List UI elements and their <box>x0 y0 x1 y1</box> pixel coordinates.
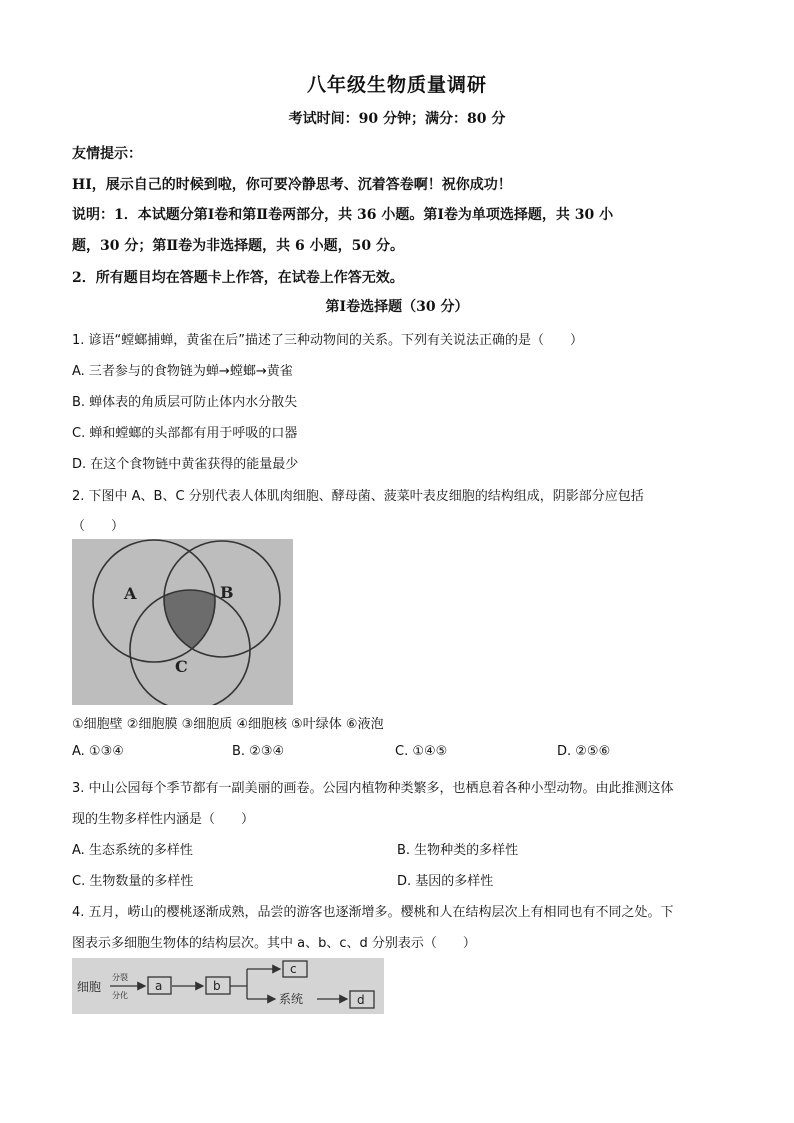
page-title: 八年级生物质量调研 <box>306 74 487 96</box>
q3-option-a: A. 生态系统的多样性 <box>72 843 193 858</box>
q1-option-d: D. 在这个食物链中黄雀获得的能量最少 <box>72 457 299 472</box>
venn-label-b: B <box>220 583 234 602</box>
diagram-division-label: 分裂 <box>112 973 128 982</box>
q2-option-c: C. ①④⑤ <box>395 744 448 759</box>
venn-diagram-figure <box>72 539 293 705</box>
q1-option-c: C. 蝉和螳螂的头部都有用于呼吸的口器 <box>72 426 298 441</box>
q3-option-d: D. 基因的多样性 <box>397 874 494 889</box>
q4-stem-cont: 图表示多细胞生物体的结构层次。其中 a、b、c、d 分别表示（ ） <box>72 936 476 951</box>
exam-info: 考试时间：90 分钟；满分：80 分 <box>288 111 506 127</box>
diagram-differentiation-label: 分化 <box>112 991 128 1000</box>
diagram-system-label: 系统 <box>279 992 304 1006</box>
venn-label-a: A <box>124 584 137 603</box>
q4-stem: 4. 五月，崂山的樱桃逐渐成熟，品尝的游客也逐渐增多。樱桃和人在结构层次上有相同也有不同之处。下 <box>72 905 674 920</box>
q2-items: ①细胞壁 ②细胞膜 ③细胞质 ④细胞核 ⑤叶绿体 ⑥液泡 <box>72 717 384 732</box>
q1-option-a: A. 三者参与的食物链为蝉→螳螂→黄雀 <box>72 364 293 379</box>
diagram-box-b-label: b <box>213 979 221 993</box>
q2-option-b: B. ②③④ <box>232 744 285 759</box>
diagram-box-d-label: d <box>357 993 365 1007</box>
venn-label-c: C <box>175 657 188 676</box>
diagram-box-a-label: a <box>155 979 163 993</box>
q2-option-a: A. ①③④ <box>72 744 124 759</box>
q3-option-c: C. 生物数量的多样性 <box>72 874 194 889</box>
q1-option-b: B. 蝉体表的角质层可防止体内水分散失 <box>72 395 298 410</box>
q2-option-d: D. ②⑤⑥ <box>557 744 611 759</box>
diagram-cell-label: 细胞 <box>77 980 102 994</box>
explain-line-3: 2．所有题目均在答题卡上作答，在试卷上作答无效。 <box>72 270 404 286</box>
section-title: 第Ⅰ卷选择题（30 分） <box>325 299 469 315</box>
venn-diagram <box>72 539 293 705</box>
explain-line-2: 题，30 分；第Ⅱ卷为非选择题，共 6 小题，50 分。 <box>72 238 404 254</box>
structure-levels-figure <box>72 958 384 1014</box>
explain-line-1: 说明：1．本试题分第Ⅰ卷和第Ⅱ卷两部分，共 36 小题。第Ⅰ卷为单项选择题，共 30 小 <box>72 207 614 223</box>
q2-stem-paren: （ ） <box>72 519 125 534</box>
q1-stem: 1. 谚语“螳螂捕蝉，黄雀在后”描述了三种动物间的关系。下列有关说法正确的是（ ） <box>72 333 584 348</box>
greeting: HI，展示自己的时候到啦，你可要冷静思考、沉着答卷啊！祝你成功！ <box>72 177 512 193</box>
tip-label: 友情提示： <box>72 146 142 162</box>
q2-stem: 2. 下图中 A、B、C 分别代表人体肌肉细胞、酵母菌、菠菜叶表皮细胞的结构组成，阴影部分应包括 <box>72 489 644 504</box>
q3-stem: 3. 中山公园每个季节都有一副美丽的画卷。公园内植物种类繁多，也栖息着各种小型动物。由此推测这体 <box>72 781 674 796</box>
q3-option-b: B. 生物种类的多样性 <box>397 843 519 858</box>
structure-levels-diagram <box>72 958 384 1014</box>
diagram-box-c-label: c <box>290 962 297 976</box>
q3-stem-cont: 现的生物多样性内涵是（ ） <box>72 812 255 827</box>
